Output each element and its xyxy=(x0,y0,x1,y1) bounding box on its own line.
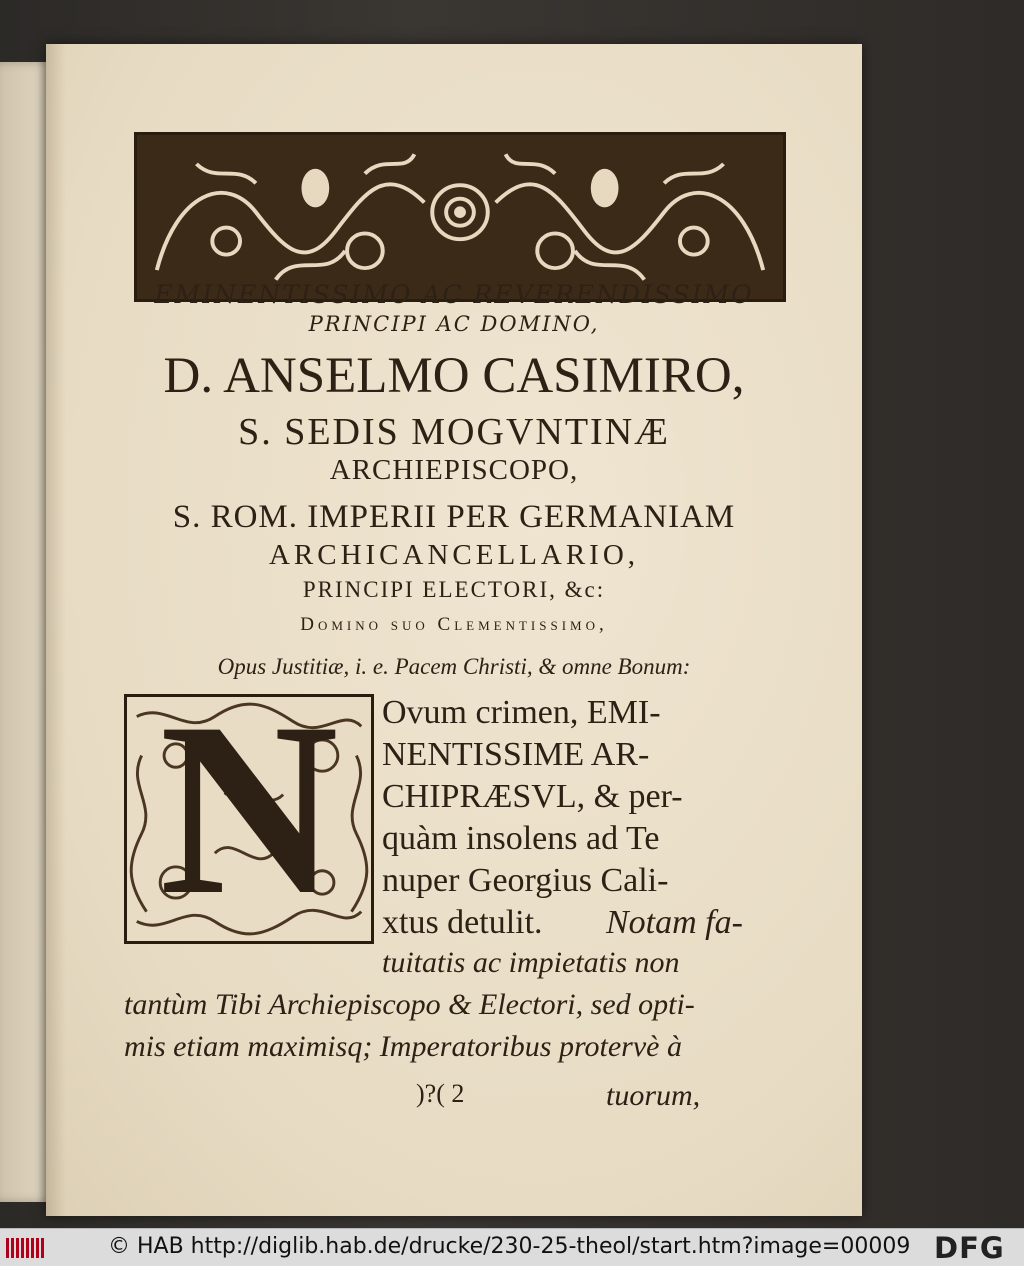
body-line-6: xtus detulit. xyxy=(382,904,543,941)
book-page xyxy=(46,44,862,1216)
dedication-name: D. ANSELMO CASIMIRO, xyxy=(163,348,745,404)
dedication-line-1: EMINENTISSIMO AC REVERENDISSIMO xyxy=(154,280,754,309)
body-line-9: mis etiam maximisq; Imperatoribus protervè à xyxy=(124,1030,682,1063)
body-line-2: NENTISSIME AR- xyxy=(382,736,650,773)
copyright-link[interactable]: © HAB http://diglib.hab.de/drucke/230-25-theol/start.htm?image=00009 xyxy=(108,1234,911,1259)
body-line-4: quàm insolens ad Te xyxy=(382,820,660,857)
body-line-3: CHIPRÆSVL, & per- xyxy=(382,778,683,815)
dedication-line-9: Domino suo Clementissimo, xyxy=(300,614,608,635)
ornamental-headpiece xyxy=(134,132,786,302)
dedication-line-4: S. SEDIS MOGVNTINÆ xyxy=(238,411,670,453)
catchword: tuorum, xyxy=(606,1079,701,1112)
drop-cap-letter: N xyxy=(159,671,339,946)
body-line-1: Ovum crimen, EMI- xyxy=(382,694,661,731)
dedication-line-8: PRINCIPI ELECTORI, &c: xyxy=(302,577,606,602)
footer-bar xyxy=(0,1228,1024,1266)
dedication-line-5: ARCHIEPISCOPO, xyxy=(329,454,579,486)
dedication-line-6: S. ROM. IMPERII PER GERMANIAM xyxy=(172,499,736,535)
dfg-logo: DFG xyxy=(934,1231,1005,1265)
hab-logo-icon xyxy=(6,1236,46,1260)
dedication-line-7: ARCHICANCELLARIO, xyxy=(268,539,640,571)
body-line-8: tantùm Tibi Archiepiscopo & Electori, sed opti- xyxy=(124,988,695,1021)
signature-mark: )?( 2 xyxy=(416,1079,465,1108)
body-line-5: nuper Georgius Cali- xyxy=(382,862,669,899)
drop-cap xyxy=(124,671,374,946)
dedication-line-2: PRINCIPI AC DOMINO, xyxy=(308,312,600,336)
body-line-6b: Notam fa- xyxy=(606,904,743,941)
body-line-7: tuitatis ac impietatis non xyxy=(382,946,680,979)
headpiece-ornament-icon xyxy=(137,135,783,299)
dedication-greeting: Opus Justitiæ, i. e. Pacem Christi, & omne Bonum: xyxy=(217,654,691,679)
